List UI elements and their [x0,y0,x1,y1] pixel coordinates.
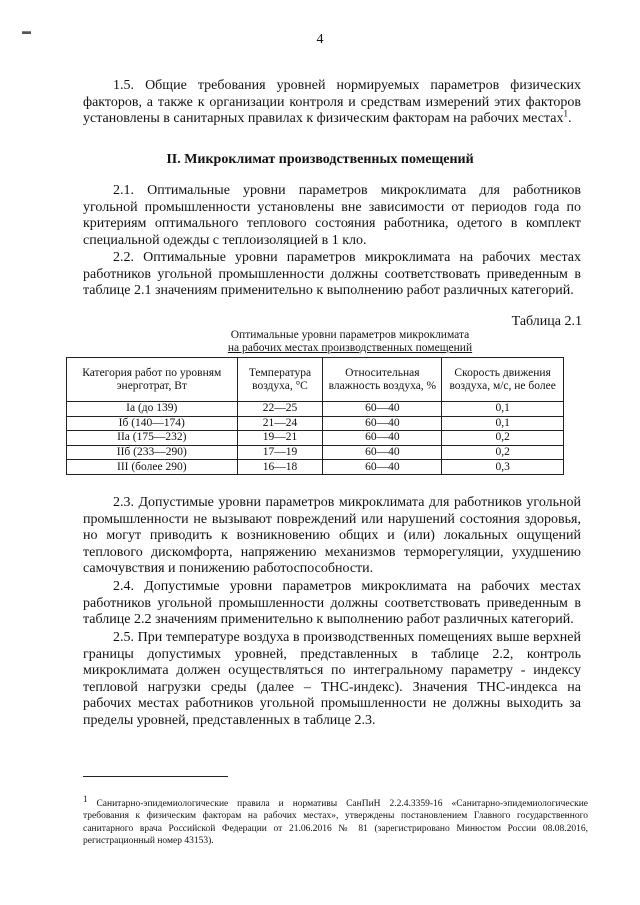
footnote-mark: 1 [83,793,88,804]
header-temperature: Температура воздуха, °С [237,358,323,402]
cell-air-speed: 0,3 [442,460,564,475]
table-row [67,431,564,446]
table-header-row [67,358,564,402]
table-label: Таблица 2.1 [511,314,582,329]
cell-humidity: 60—40 [323,445,442,460]
cell-humidity: 60—40 [323,431,442,446]
section-heading: II. Микроклимат производственных помещений [166,152,474,167]
cell-air-speed: 0,1 [442,416,564,431]
paragraph-2-4: 2.4. Допустимые уровни параметров микроклимата на рабочих местах работников угольной промышленности должны соответствовать приведенным в таблице 2.2 значениям применительно к выполнению работ различных категорий. [83,579,581,627]
cell-humidity: 60—40 [323,402,442,417]
paragraph-2-5: 2.5. При температуре воздуха в производственных помещениях выше верхней границы допустимых уровней, представленных в таблице 2.2, контроль микроклимата должен осуществляться по интегральному параметру - индексу тепловой нагрузки среды (далее – ТНС-индекс). Значения ТНС-индекса на рабочих местах работников угольной промышленности не должны выходить за пределы уровней, представленных в таблице 2.3. [83,630,581,728]
paragraph-2-1: 2.1. Оптимальные уровни параметров микроклимата для работников угольной промышленности установлены вне зависимости от периодов года по критериям оптимального теплового состояния работника, одетого в комплект специальной одежды с теплоизоляцией в 1 кло. [83,183,581,248]
cell-air-speed: 0,2 [442,445,564,460]
table-caption-line1: Оптимальные уровни параметров микроклимата [230,329,470,341]
table-caption [160,329,540,355]
footnote-text: Санитарно-эпидемиологические правила и нормативы СанПиН 2.2.4.3359-16 «Санитарно-эпидемиологические требования к физическим факторам на рабочих местах», утверждены постановлением Главного государственного санитарного врача Российской Федерации от 21.06.2016 № 81 (зарегистрировано Минюстом России 08.08.2016, регистрационный номер 43153). [83,799,588,846]
cell-category: IIa (175—232) [67,431,238,446]
cell-temperature: 16—18 [237,460,323,475]
microclimate-table [66,357,564,475]
cell-temperature: 22—25 [237,402,323,417]
cell-air-speed: 0,1 [442,402,564,417]
header-air-speed: Скорость движения воздуха, м/с, не более [442,358,564,402]
cell-category: III (более 290) [67,460,238,475]
paragraph-1-5-text: 1.5. Общие требования уровней нормируемых параметров физических факторов, а также к организации контроля и средствам измерений этих факторов установлены в санитарных правилах к физическим факторам на рабочих местах [83,78,581,126]
paragraph-2-3: 2.3. Допустимые уровни параметров микроклимата для работников угольной промышленности не вызывают повреждений или нарушений состояния здоровья, но могут приводить к возникновению общих и (или) локальных ощущений теплового дискомфорта, напряжению механизмов терморегуляции, ухудшению самочувствия и понижению работоспособности. [83,495,581,576]
paragraph-1-5: 1.5. Общие требования уровней нормируемых параметров физических факторов, а также к организации контроля и средствам измерений этих факторов установлены в санитарных правилах к физическим факторам на рабочих местах$^1$. [83,78,581,126]
cell-category: IIб (233—290) [67,445,238,460]
header-work-category: Категория работ по уровням энерготрат, Вт [67,358,238,402]
table-row [67,416,564,431]
scan-mark: ▬ [22,26,31,36]
header-humidity: Относительная влажность воздуха, % [323,358,442,402]
cell-air-speed: 0,2 [442,431,564,446]
cell-temperature: 17—19 [237,445,323,460]
cell-category: Ia (до 139) [67,402,238,417]
page-number: 4 [316,32,324,47]
table-caption-line2: на рабочих местах производственных помещений [227,342,473,354]
table-row [67,445,564,460]
cell-category: Iб (140—174) [67,416,238,431]
cell-temperature: 19—21 [237,431,323,446]
table-row [67,460,564,475]
footnote [83,793,588,847]
paragraph-2-2: 2.2. Оптимальные уровни параметров микроклимата на рабочих местах работников угольной промышленности должны соответствовать приведенным в таблице 2.1 значениям применительно к выполнению работ различных категорий. [83,250,581,298]
footnote-divider [83,776,228,777]
table-row [67,402,564,417]
footnote-ref: 1 [563,108,568,119]
cell-humidity: 60—40 [323,416,442,431]
cell-humidity: 60—40 [323,460,442,475]
cell-temperature: 21—24 [237,416,323,431]
